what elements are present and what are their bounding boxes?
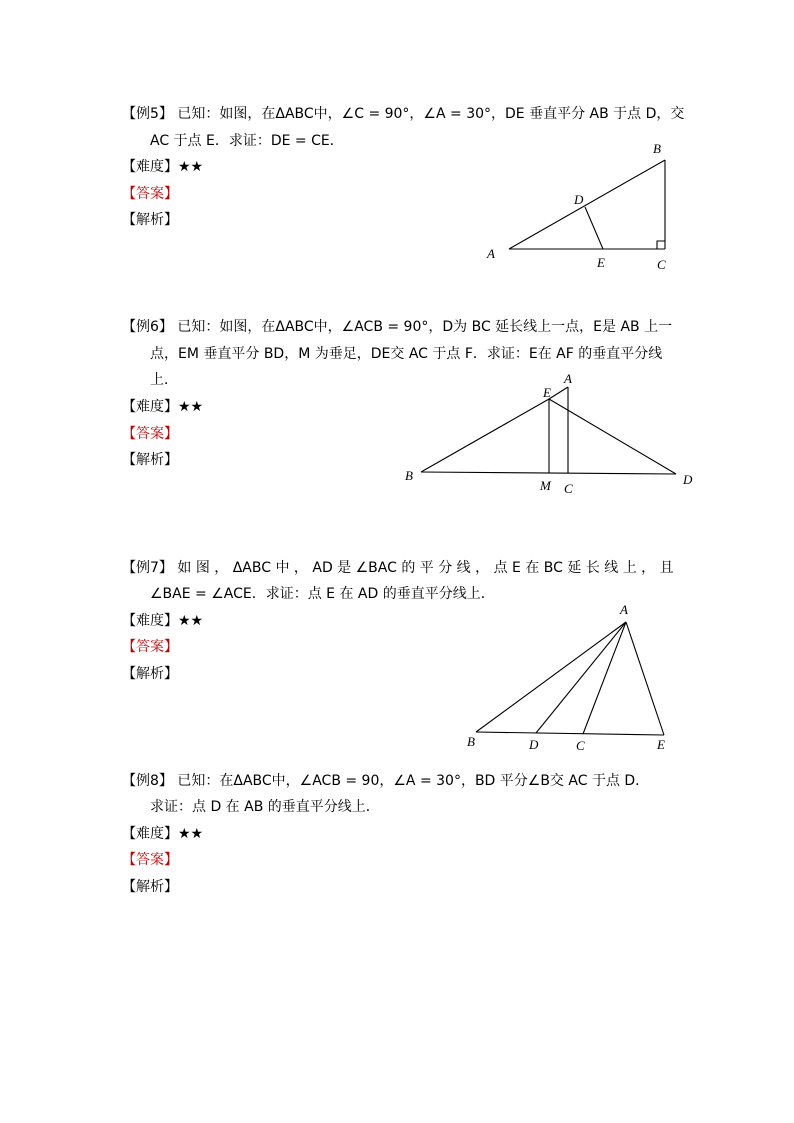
example-5-analysis: 【解析】 xyxy=(122,212,178,228)
point-label-C: C xyxy=(576,738,585,753)
example-8-difficulty xyxy=(122,824,203,844)
example-5-text-2: AC 于点 E．求证：DE = CE． xyxy=(150,133,344,149)
example-5-answer: 【答案】 xyxy=(122,186,178,202)
example-8-title-line-2 xyxy=(150,797,380,817)
difficulty-label: 【难度】 xyxy=(122,826,178,842)
star-icon: ★★ xyxy=(178,159,204,175)
difficulty-label: 【难度】 xyxy=(122,613,178,629)
point-label-D: D xyxy=(574,192,584,207)
segment-AE xyxy=(626,622,664,735)
point-label-E: E xyxy=(597,255,605,270)
example-7-analysis: 【解析】 xyxy=(122,666,178,682)
example-8-answer: 【答案】 xyxy=(122,852,178,868)
example-8-label: 【例8】 xyxy=(122,773,173,789)
example-8-analysis: 【解析】 xyxy=(122,879,178,895)
example-5-label: 【例5】 xyxy=(122,106,173,122)
star-icon: ★★ xyxy=(178,613,204,629)
example-6-analysis: 【解析】 xyxy=(122,452,178,468)
example-8-text-2: 求证：点 D 在 AB 的垂直平分线上． xyxy=(150,799,380,815)
point-label-B: B xyxy=(653,141,661,156)
point-label-D: D xyxy=(683,472,693,487)
point-label-D: D xyxy=(529,737,539,752)
point-label-B: B xyxy=(405,468,413,483)
point-label-A: A xyxy=(487,246,495,261)
star-icon: ★★ xyxy=(178,399,204,415)
example-6-text-2: 点，EM 垂直平分 BD，M 为垂足，DE交 AC 于点 F．求证：E在 AF 的垂直平分线 xyxy=(150,346,663,362)
difficulty-label: 【难度】 xyxy=(122,399,178,415)
example-7-text-2: ∠BAE = ∠ACE．求证：点 E 在 AD 的垂直平分线上． xyxy=(150,586,495,602)
point-label-A: A xyxy=(620,602,628,617)
example-5-text-1: 已知：如图，在ΔABC中，∠C = 90°，∠A = 30°，DE 垂直平分 AB 于点 D，交 xyxy=(177,106,685,122)
example-8-title-line-1 xyxy=(122,771,649,791)
point-label-A: A xyxy=(564,371,572,386)
example-7-label: 【例7】 xyxy=(122,560,173,576)
example-6-label: 【例6】 xyxy=(122,319,173,335)
example-7-answer: 【答案】 xyxy=(122,639,178,655)
example-6-text-3: 上． xyxy=(150,372,178,388)
point-label-B: B xyxy=(467,734,475,749)
segment-AB xyxy=(476,622,626,732)
example-6-answer: 【答案】 xyxy=(122,426,178,442)
point-label-C: C xyxy=(564,481,573,496)
point-label-E: E xyxy=(657,737,665,752)
example-8-text-1: 已知：在ΔABC中，∠ACB = 90，∠A = 30°，BD 平分∠B交 AC 于点 D． xyxy=(177,773,650,789)
difficulty-label: 【难度】 xyxy=(122,159,178,175)
star-icon: ★★ xyxy=(178,826,204,842)
example-7-text-1: 如 图 ， ΔABC 中 ， AD 是 ∠BAC 的 平 分 线 ， 点 E 在 BC 延 长 线 上 ， 且 xyxy=(177,560,674,576)
point-label-M: M xyxy=(540,478,551,493)
segment-BE xyxy=(476,732,664,735)
segment-AC xyxy=(583,622,626,734)
point-label-C: C xyxy=(657,257,666,272)
point-label-E: E xyxy=(543,385,551,400)
example-6-text-1: 已知：如图，在ΔABC中，∠ACB = 90°，D为 BC 延长线上一点，E是 AB 上一 xyxy=(177,319,673,335)
